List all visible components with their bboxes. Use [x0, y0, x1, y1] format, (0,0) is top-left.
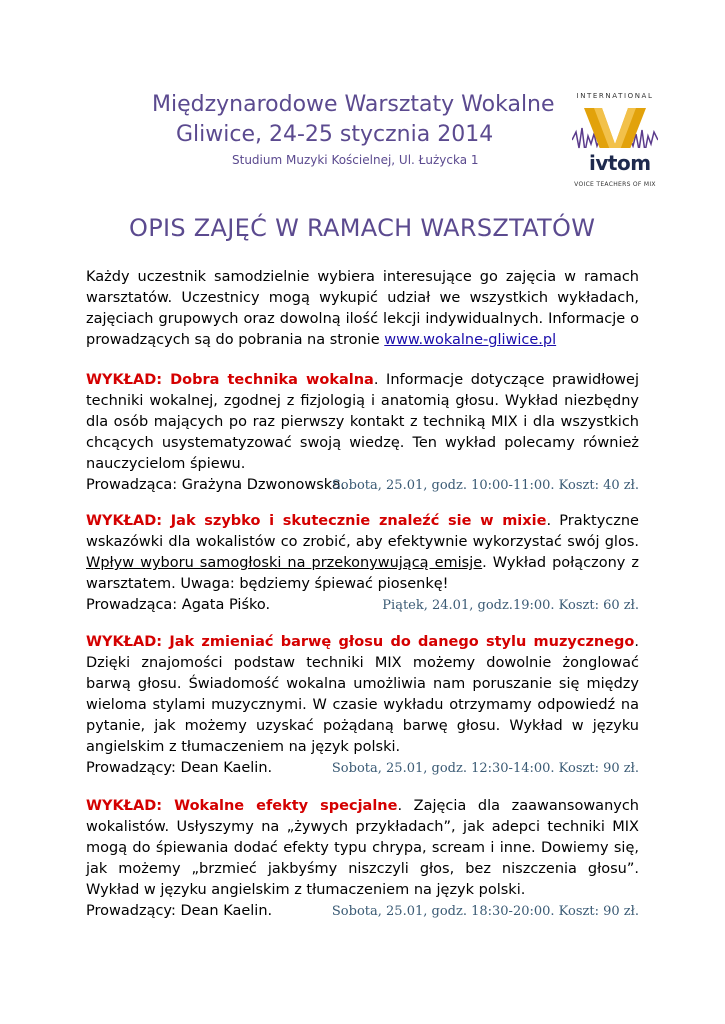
intro-paragraph: [86, 267, 639, 351]
lecturer-name: Prowadząca: Agata Piśko.: [86, 597, 271, 613]
lecture-title: WYKŁAD: Wokalne efekty specjalne: [86, 798, 398, 814]
lecture-description-end: . Wykład połączony z warsztatem. Uwaga: będziemy śpiewać piosenkę!: [86, 555, 639, 592]
lecturer-line: [86, 475, 639, 496]
lecture-4: [86, 796, 639, 922]
lecture-title: WYKŁAD: Jak zmieniać barwę głosu do danego stylu muzycznego: [86, 634, 635, 650]
logo-top-text: INTERNATIONAL: [576, 92, 654, 100]
lecture-description: . Dzięki znajomości podstaw techniki MIX możemy dowolnie żonglować barwą głosu. Świadomość wokalna umożliwia nam poruszanie się między wieloma stylami muzycznymi. W czasie wykładu otrzymamy odpowiedź na pytanie, jak możemy uzyskać pożądaną barwę głosu. Wykład w języku angielskim z tłumaczeniem na język polski.: [86, 634, 639, 755]
lecture-2: [86, 511, 639, 616]
website-link[interactable]: www.wokalne-gliwice.pl: [384, 332, 557, 348]
lecture-description: . Zajęcia dla zaawansowanych wokalistów. Usłyszymy na „żywych przykładach”, jak adepci techniki MIX mogą do śpiewania dodać efekty typu chrypa, scream i inne. Dowiemy się, jak możemy „brzmieć jakbyśmy niszczyli głos, bez niszczenia głosu”. Wykład w języku angielskim z tłumaczeniem na język polski.: [86, 798, 639, 898]
lecture-description: . Praktyczne wskazówki dla wokalistów co zrobić, aby efektywnie wykorzystać swój glos.: [86, 513, 639, 550]
intro-text: Każdy uczestnik samodzielnie wybiera interesujące go zajęcia w ramach warsztatów. Uczestnicy mogą wykupić udział we wszystkich wykładach, zajęciach grupowych oraz dowolną ilość lekcji indywidualnych. Informacje o prowadzących są do pobrania na stronie: [86, 269, 639, 348]
lecturer-name: Prowadzący: Dean Kaelin.: [86, 903, 273, 919]
lecturer-name: Prowadzący: Dean Kaelin.: [86, 760, 273, 776]
lecture-description: . Informacje dotyczące prawidłowej techniki wokalnej, zgodnej z fizjologią i anatomią głosu. Wykład niezbędny dla osób mających po raz pierwszy kontakt z techniką MIX i dla wszystkich chcących usystematyzować swoją wiedzę. Ten wykład polecamy również nauczycielom śpiewu.: [86, 372, 639, 472]
lecture-3: [86, 632, 639, 779]
lecture-title: WYKŁAD: Jak szybko i skutecznie znaleźć sie w mixie: [86, 513, 547, 529]
logo-wordmark: ivtom: [589, 151, 651, 175]
event-date-location: Gliwice, 24-25 stycznia 2014: [176, 122, 494, 147]
logo-bottom-text: VOICE TEACHERS OF MIX: [574, 181, 656, 188]
lecture-title: WYKŁAD: Dobra technika wokalna: [86, 372, 374, 388]
lecture-1: [86, 370, 639, 496]
event-title: Międzynarodowe Warsztaty Wokalne: [152, 92, 555, 117]
event-venue: Studium Muzyki Kościelnej, Ul. Łużycka 1: [232, 153, 479, 167]
lecturer-line: [86, 595, 639, 616]
lecturer-name: Prowadząca: Grażyna Dzwonowska.: [86, 477, 346, 493]
lecture-schedule: Sobota, 25.01, godz. 12:30-14:00. Koszt: 90 zł.: [331, 761, 639, 776]
page-heading: OPIS ZAJĘĆ W RAMACH WARSZTATÓW: [129, 214, 596, 242]
lecturer-line: [86, 901, 639, 922]
ivtom-logo: [572, 92, 658, 192]
lecture-schedule: Piątek, 24.01, godz.19:00. Koszt: 60 zł.: [382, 598, 639, 613]
logo-v-mark-icon: [572, 92, 658, 192]
lecturer-line: [86, 758, 639, 779]
lecture-description-underlined: Wpływ wyboru samogłoski na przekonywującą emisje: [86, 555, 483, 571]
lecture-schedule: Sobota, 25.01, godz. 18:30-20:00. Koszt: 90 zł.: [331, 904, 639, 919]
lecture-schedule: Sobota, 25.01, godz. 10:00-11:00. Koszt: 40 zł.: [331, 478, 639, 493]
